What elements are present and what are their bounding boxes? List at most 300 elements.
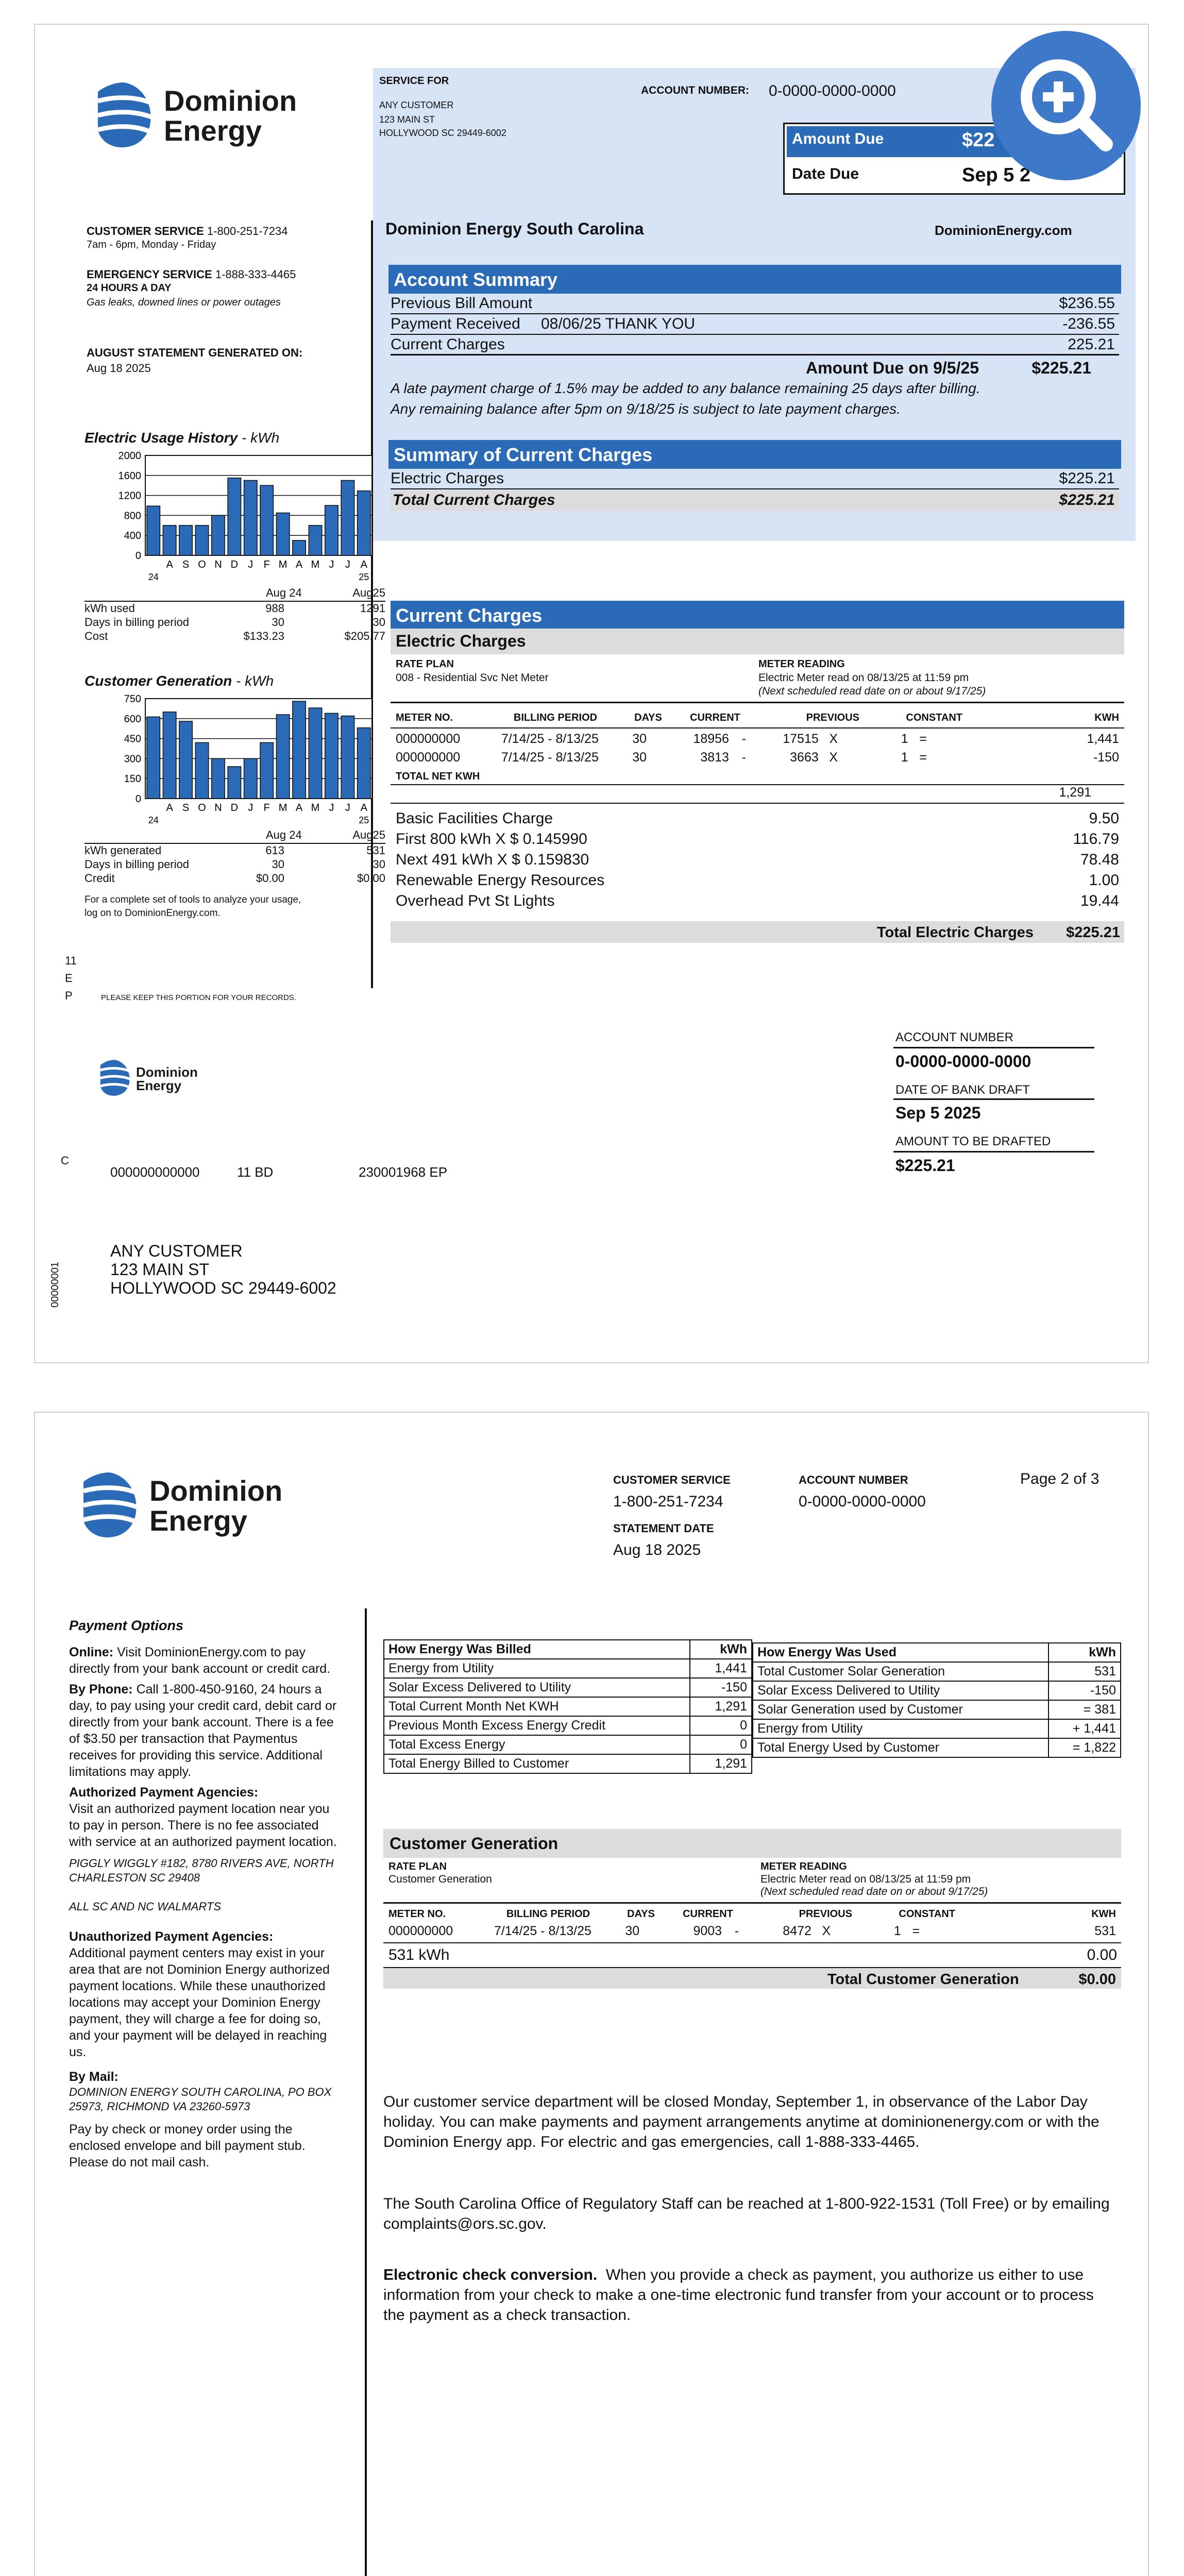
bar — [179, 721, 192, 799]
total-net-rule — [391, 784, 1124, 785]
summary-total-value: $225.21 — [1059, 492, 1115, 509]
x-tick-label: J — [329, 802, 334, 814]
usage-col2: Aug25 — [352, 586, 385, 599]
customer-service-phone: 1-800-251-7234 — [207, 225, 288, 238]
usage-row-label: kWh used — [84, 602, 135, 615]
summary-electric-label: Electric Charges — [391, 470, 504, 487]
cg-meter: 000000000 — [388, 1924, 453, 1938]
statement-date-label: STATEMENT DATE — [613, 1522, 714, 1535]
service-for-label: SERVICE FOR — [379, 75, 449, 87]
rate-plan-label: RATE PLAN — [396, 658, 454, 670]
emergency-label: EMERGENCY SERVICE — [87, 268, 212, 281]
y-tick-label: 450 — [124, 733, 141, 745]
bar — [325, 505, 338, 555]
stub-account-label: ACCOUNT NUMBER — [895, 1030, 1013, 1044]
usage-row-v1: 988 — [265, 602, 284, 615]
used-label: Solar Excess Delivered to Utility — [753, 1681, 1048, 1700]
charge-line-label: Renewable Energy Resources — [396, 872, 605, 889]
electric-charges-subtitle: Electric Charges — [391, 629, 1124, 654]
page2-account-value: 0-0000-0000-0000 — [799, 1493, 926, 1510]
used-value: 531 — [1048, 1662, 1121, 1681]
online-label: Online: — [69, 1645, 114, 1659]
col-kwh: KWH — [1094, 712, 1119, 723]
generation-row-v1: 613 — [265, 844, 284, 857]
y-tick-label: 1600 — [118, 470, 141, 482]
page2-account-label: ACCOUNT NUMBER — [799, 1473, 908, 1486]
brand-name-line2: Energy — [164, 114, 262, 147]
meter-cell-kwh: 1,441 — [1087, 732, 1120, 746]
mail-address-1: 123 MAIN ST — [110, 1260, 210, 1279]
cust-gen-title: Customer Generation — [383, 1829, 1121, 1858]
meter-cell-dash: - — [741, 750, 747, 765]
charge-line-label: Overhead Pvt St Lights — [396, 892, 555, 909]
stub-account-value: 0-0000-0000-0000 — [895, 1052, 1031, 1071]
bar — [212, 758, 225, 799]
y-tick-label: 0 — [135, 793, 141, 805]
page2-cs-phone: 1-800-251-7234 — [613, 1493, 723, 1510]
service-customer-name: ANY CUSTOMER — [379, 100, 454, 110]
cg-x: X — [822, 1924, 831, 1938]
stub-brand-line2: Energy — [136, 1078, 182, 1093]
cust-gen-row — [388, 1924, 1116, 1939]
used-label: Energy from Utility — [753, 1719, 1048, 1738]
payment-options-title: Payment Options — [69, 1618, 184, 1633]
cust-gen-header — [388, 1908, 1116, 1920]
x-start-label: 24 — [148, 815, 159, 825]
generation-row — [84, 872, 385, 886]
used-row — [753, 1719, 1121, 1738]
tools-note-2: log on to DominionEnergy.com. — [84, 908, 221, 919]
billed-label: Total Current Month Net KWH — [384, 1697, 690, 1716]
billed-value: 1,441 — [690, 1659, 752, 1678]
scan-line-c: 230001968 EP — [359, 1164, 448, 1180]
used-row — [753, 1700, 1121, 1719]
generation-row — [84, 844, 385, 858]
x-tick-label: O — [198, 559, 206, 570]
used-unit: kWh — [1048, 1643, 1121, 1662]
cg-current: 9003 — [693, 1924, 722, 1938]
current-charges-label: Current Charges — [391, 336, 505, 353]
x-tick-label: J — [248, 559, 253, 570]
energy-used-table — [752, 1642, 1121, 1758]
previous-bill-label: Previous Bill Amount — [391, 295, 533, 312]
zoom-in-icon — [991, 31, 1141, 180]
meter-table-header — [396, 712, 1119, 724]
y-tick-label: 400 — [124, 530, 141, 542]
billed-value: -150 — [690, 1678, 752, 1697]
generation-unit: - kWh — [236, 673, 274, 689]
meter-cell-days: 30 — [632, 750, 647, 765]
generation-row-v1: $0.00 — [256, 872, 284, 885]
used-row — [753, 1738, 1121, 1757]
phone-text: Call 1-800-450-9160, 24 hours a day, to pay using your credit card, debit card or directly from your bank account. There is a fee of $3.50 per transaction that Paymentus receives for providing this service. Additional limitations may apply. — [69, 1682, 337, 1779]
dominion-logo-icon — [96, 81, 153, 148]
generation-title: Customer Generation — [84, 673, 232, 689]
usage-row-v1: $133.23 — [243, 630, 284, 642]
scan-line-a: 000000000000 — [110, 1164, 200, 1180]
bar — [163, 526, 176, 555]
charge-line-label: First 800 kWh X $ 0.145990 — [396, 831, 587, 848]
page2-brand-line1: Dominion — [149, 1475, 283, 1507]
generation-row-label: Days in billing period — [84, 858, 189, 871]
generation-row-v2: 30 — [373, 858, 385, 871]
x-tick-label: N — [214, 802, 222, 814]
cust-gen-meter-label: METER READING — [760, 1861, 847, 1872]
billed-row — [384, 1716, 752, 1735]
customer-service-hours: 7am - 6pm, Monday - Friday — [87, 239, 216, 250]
summary-total-label: Total Current Charges — [393, 492, 555, 509]
page2-vertical-divider — [365, 1608, 367, 2576]
bar — [195, 742, 208, 799]
x-tick-label: J — [345, 559, 350, 570]
billed-unit: kWh — [690, 1640, 752, 1659]
usage-history-table — [84, 586, 385, 643]
amount-due-label: Amount Due — [792, 130, 884, 147]
cust-gen-top-rule — [383, 1902, 1121, 1904]
unauth-label: Unauthorized Payment Agencies: — [69, 1929, 274, 1944]
y-tick-label: 2000 — [118, 450, 141, 462]
used-label: Total Energy Used by Customer — [753, 1738, 1048, 1757]
cg-constant: 1 — [893, 1924, 901, 1938]
total-electric-row — [391, 921, 1124, 943]
stub-draft-rule — [893, 1098, 1094, 1100]
cg-dash: - — [734, 1924, 739, 1938]
cg-period: 7/14/25 - 8/13/25 — [494, 1924, 591, 1938]
used-title: How Energy Was Used — [753, 1643, 1048, 1662]
total-net-kwh-label: TOTAL NET KWH — [396, 771, 480, 782]
keep-portion-note: PLEASE KEEP THIS PORTION FOR YOUR RECORDS. — [101, 993, 296, 1002]
statement-generated-date: Aug 18 2025 — [87, 362, 151, 375]
statement-date: Aug 18 2025 — [613, 1541, 701, 1558]
x-tick-label: A — [360, 559, 367, 570]
billed-label: Total Excess Energy — [384, 1735, 690, 1754]
x-tick-label: M — [278, 559, 287, 570]
cust-gen-total-value: $0.00 — [1078, 1971, 1116, 1988]
bar — [309, 526, 322, 555]
bar — [228, 767, 241, 799]
cg-col-kwh: KWH — [1091, 1908, 1116, 1920]
col-current: CURRENT — [690, 712, 740, 723]
online-text: Visit DominionEnergy.com to pay directly from your bank account or credit card. — [69, 1645, 331, 1676]
cust-gen-rate-label: RATE PLAN — [388, 1861, 447, 1872]
stub-draft-label: DATE OF BANK DRAFT — [895, 1083, 1030, 1097]
billed-value: 1,291 — [690, 1754, 752, 1773]
bar — [195, 526, 208, 555]
scan-line-b: 11 BD — [237, 1164, 274, 1180]
x-tick-label: O — [198, 802, 206, 814]
date-due-value: Sep 5 2 — [962, 164, 1031, 186]
billed-value: 1,291 — [690, 1697, 752, 1716]
y-tick-label: 800 — [124, 510, 141, 522]
y-tick-label: 1200 — [118, 490, 141, 502]
account-number-value: 0-0000-0000-0000 — [769, 82, 896, 99]
generation-row-label: kWh generated — [84, 844, 162, 857]
page-number: Page 2 of 3 — [1020, 1470, 1100, 1487]
generation-row-v1: 30 — [272, 858, 284, 871]
bar — [260, 742, 273, 799]
margin-marker-p: P — [65, 989, 73, 1002]
echeck-label: Electronic check conversion. — [383, 2266, 598, 2283]
billed-label: Total Energy Billed to Customer — [384, 1754, 690, 1773]
bar — [179, 526, 192, 555]
bar — [163, 712, 176, 799]
y-tick-label: 150 — [124, 773, 141, 785]
cg-col-days: DAYS — [627, 1908, 655, 1920]
page2-logo-icon — [81, 1471, 138, 1538]
bar — [260, 485, 273, 555]
bar — [358, 728, 370, 799]
generation-row-label: Credit — [84, 872, 115, 885]
usage-row-v1: 30 — [272, 616, 284, 629]
generation-table — [84, 828, 385, 886]
used-row — [753, 1681, 1121, 1700]
col-meter-no: METER NO. — [396, 712, 453, 723]
date-due-label: Date Due — [792, 165, 859, 182]
statement-generated-label: AUGUST STATEMENT GENERATED ON: — [87, 346, 303, 359]
cg-days: 30 — [625, 1924, 640, 1938]
mail-address: DOMINION ENERGY SOUTH CAROLINA, PO BOX 25973, RICHMOND VA 23260-5973 — [69, 2086, 332, 2113]
meter-cell-previous: 17515 — [783, 732, 819, 746]
agencies-label: Authorized Payment Agencies: — [69, 1785, 259, 1800]
previous-bill-value: $236.55 — [1059, 295, 1115, 312]
mail-address-2: HOLLYWOOD SC 29449-6002 — [110, 1279, 336, 1297]
generation-col1: Aug 24 — [266, 828, 302, 841]
bar — [228, 478, 241, 555]
usage-row — [84, 602, 385, 616]
service-address-line1: 123 MAIN ST — [379, 114, 435, 125]
cg-col-meter: METER NO. — [388, 1908, 446, 1920]
stub-amount-value: $225.21 — [895, 1156, 955, 1175]
amount-due-total: $225.21 — [1031, 359, 1091, 377]
agency-location-1: PIGGLY WIGGLY #182, 8780 RIVERS AVE, NORTH CHARLESTON SC 29408 — [69, 1856, 334, 1884]
side-code: 00000001 — [49, 1262, 61, 1308]
charge-line — [396, 831, 1119, 851]
stub-account-rule — [893, 1047, 1094, 1048]
usage-row-label: Cost — [84, 630, 108, 642]
x-tick-label: M — [311, 559, 320, 570]
charges-top-rule — [391, 803, 1124, 804]
col-days: DAYS — [634, 712, 662, 723]
x-end-label: 25 — [359, 572, 369, 582]
meter-cell-kwh: -150 — [1093, 750, 1120, 765]
amount-due-value: $22 — [962, 129, 995, 151]
cust-gen-rate-value: Customer Generation — [388, 1873, 492, 1885]
emergency-hours: 24 HOURS A DAY — [87, 282, 172, 294]
x-tick-label: J — [345, 802, 350, 814]
generation-row-v2: $0.00 — [357, 872, 385, 885]
notice-holiday: Our customer service department will be closed Monday, September 1, in observance of the Labor Day holiday. You can make payments and payment arrangements anytime at dominionenergy.com or with the Dominion Energy app. For electric and gas emergencies, call 1-888-333-4465. — [383, 2093, 1100, 2150]
x-tick-label: F — [263, 802, 270, 814]
echeck-text: When you provide a check as payment, you authorize us either to use information from your check to make a one-time electronic fund transfer from your account or to process the payment as a check transaction. — [383, 2266, 1094, 2324]
cg-col-constant: CONSTANT — [899, 1908, 955, 1920]
generation-chart — [84, 693, 394, 827]
margin-marker-11: 11 — [65, 954, 77, 967]
billed-row — [384, 1678, 752, 1697]
billed-value: 0 — [690, 1716, 752, 1735]
customer-service-label: CUSTOMER SERVICE — [87, 225, 204, 238]
zoom-in-button[interactable] — [991, 31, 1141, 180]
cust-gen-row-rule — [383, 1942, 1121, 1943]
col-previous: PREVIOUS — [806, 712, 859, 723]
cust-gen-meter-value: Electric Meter read on 08/13/25 at 11:59 pm — [760, 1873, 971, 1885]
generation-col2: Aug25 — [352, 828, 385, 841]
notice-ors: The South Carolina Office of Regulatory Staff can be reached at 1-800-922-1531 (Toll Free) or by emailing complaints@ors.sc.gov. — [383, 2195, 1110, 2232]
cg-previous: 8472 — [783, 1924, 811, 1938]
billed-title: How Energy Was Billed — [384, 1640, 690, 1659]
meter-cell-x: X — [829, 750, 838, 765]
charge-line-label: Next 491 kWh X $ 0.159830 — [396, 851, 589, 868]
emergency-note: Gas leaks, downed lines or power outages — [87, 297, 281, 308]
x-tick-label: S — [182, 802, 190, 814]
mail-name: ANY CUSTOMER — [110, 1242, 243, 1260]
bar — [293, 540, 306, 555]
amount-due-date-label: Amount Due on 9/5/25 — [806, 359, 979, 377]
usage-history-title: Electric Usage History — [84, 430, 238, 446]
y-tick-label: 750 — [124, 693, 141, 705]
y-tick-label: 0 — [135, 550, 141, 562]
bar — [325, 713, 338, 799]
col-constant: CONSTANT — [906, 712, 962, 723]
bar — [147, 506, 160, 555]
page2-cs-label: CUSTOMER SERVICE — [613, 1473, 731, 1486]
usage-row-label: Days in billing period — [84, 616, 189, 629]
y-tick-label: 600 — [124, 713, 141, 725]
billed-label: Energy from Utility — [384, 1659, 690, 1678]
emergency-phone: 1-888-333-4465 — [215, 268, 296, 281]
unauth-text: Additional payment centers may exist in your area that are not Dominion Energy authorized payment locations. While these unauthorized locations may accept your Dominion Energy payment, they will charge a fee for doing so, and your payment will be delayed in reaching us. — [69, 1946, 330, 2060]
charge-line — [396, 851, 1119, 872]
usage-col1: Aug 24 — [266, 586, 302, 599]
generation-row — [84, 858, 385, 872]
charge-line — [396, 872, 1119, 892]
meter-cell-meter: 000000000 — [396, 750, 461, 765]
x-tick-label: F — [263, 559, 270, 570]
billed-value: 0 — [690, 1735, 752, 1754]
payment-label: Payment Received — [391, 315, 520, 332]
cg-eq: = — [912, 1924, 920, 1938]
meter-reading-next: (Next scheduled read date on or about 9/17/25) — [758, 685, 986, 697]
website: DominionEnergy.com — [935, 223, 1072, 238]
current-charges-value: 225.21 — [1068, 336, 1115, 353]
usage-row — [84, 616, 385, 630]
charge-line-value: 116.79 — [1073, 831, 1119, 848]
meter-cell-previous: 3663 — [790, 750, 819, 765]
bar — [276, 715, 289, 799]
x-tick-label: A — [166, 559, 173, 570]
generation-row-v2: 531 — [366, 844, 385, 857]
payment-date: 08/06/25 THANK YOU — [541, 315, 696, 332]
meter-reading-label: METER READING — [758, 658, 845, 670]
x-tick-label: M — [311, 802, 320, 814]
bar — [147, 717, 160, 799]
cust-gen-total-label: Total Customer Generation — [827, 1971, 1019, 1988]
meter-row — [396, 732, 1119, 747]
total-electric-label: Total Electric Charges — [877, 924, 1034, 941]
stub-amount-rule — [893, 1151, 1094, 1153]
bar — [244, 758, 257, 799]
x-tick-label: D — [230, 802, 239, 814]
agency-location-2: ALL SC AND NC WALMARTS — [69, 1900, 222, 1913]
bar — [293, 701, 306, 799]
meter-reading-value: Electric Meter read on 08/13/25 at 11:59 pm — [758, 672, 969, 684]
meter-cell-eq: = — [919, 750, 927, 765]
used-value: + 1,441 — [1048, 1719, 1121, 1738]
late-note-2: Any remaining balance after 5pm on 9/18/25 is subject to late payment charges. — [391, 401, 901, 417]
usage-history-chart — [84, 450, 394, 584]
payment-value: -236.55 — [1062, 315, 1115, 332]
cust-gen-total-row — [383, 1967, 1121, 1989]
charge-line-value: 19.44 — [1080, 892, 1119, 909]
bar — [341, 481, 354, 556]
energy-billed-table — [383, 1639, 752, 1774]
cg-kwh: 531 — [1094, 1924, 1116, 1938]
meter-cell-constant: 1 — [901, 750, 908, 765]
x-end-label: 25 — [359, 815, 369, 825]
stub-marker-c: C — [61, 1154, 69, 1167]
mail-label: By Mail: — [69, 2070, 119, 2084]
usage-row-v2: $205.77 — [344, 630, 385, 642]
meter-table-top-rule — [391, 702, 1124, 703]
meter-header-rule — [391, 727, 1124, 728]
billed-row — [384, 1659, 752, 1678]
meter-cell-x: X — [829, 732, 838, 746]
stub-brand-line1: Dominion — [136, 1064, 198, 1080]
meter-cell-days: 30 — [632, 732, 647, 746]
cust-gen-meter-next: (Next scheduled read date on or about 9/17/25) — [760, 1886, 988, 1897]
margin-marker-e: E — [65, 972, 73, 985]
billed-label: Solar Excess Delivered to Utility — [384, 1678, 690, 1697]
bill-page-2 — [34, 1412, 1149, 2576]
x-tick-label: J — [329, 559, 334, 570]
agencies-text: Visit an authorized payment location near you to pay in person. There is no fee associated with service at an authorized payment location. — [69, 1801, 337, 1849]
total-net-kwh-value: 1,291 — [1059, 785, 1091, 800]
charge-line — [396, 810, 1119, 831]
company-name: Dominion Energy South Carolina — [385, 219, 644, 238]
used-value: -150 — [1048, 1681, 1121, 1700]
cust-gen-kwh-label: 531 kWh — [388, 1946, 450, 1963]
y-tick-label: 300 — [124, 753, 141, 765]
bar — [212, 515, 225, 555]
charge-line-label: Basic Facilities Charge — [396, 810, 553, 827]
x-tick-label: N — [214, 559, 222, 570]
charge-line-value: 1.00 — [1089, 872, 1119, 889]
meter-cell-constant: 1 — [901, 732, 908, 746]
cg-col-current: CURRENT — [683, 1908, 733, 1920]
used-label: Total Customer Solar Generation — [753, 1662, 1048, 1681]
x-tick-label: D — [230, 559, 239, 570]
meter-cell-eq: = — [919, 732, 927, 746]
meter-cell-meter: 000000000 — [396, 732, 461, 746]
rate-plan-value: 008 - Residential Svc Net Meter — [396, 672, 549, 684]
bar — [276, 513, 289, 555]
x-tick-label: M — [278, 802, 287, 814]
x-tick-label: A — [360, 802, 367, 814]
x-tick-label: A — [295, 559, 303, 570]
meter-cell-current: 18956 — [693, 732, 729, 746]
bill-page-1 — [34, 24, 1149, 1363]
account-summary-title: Account Summary — [388, 265, 1121, 294]
billed-label: Previous Month Excess Energy Credit — [384, 1716, 690, 1735]
x-tick-label: S — [182, 559, 190, 570]
stub-amount-label: AMOUNT TO BE DRAFTED — [895, 1134, 1051, 1148]
usage-row-v2: 1291 — [360, 602, 385, 615]
meter-cell-period: 7/14/25 - 8/13/25 — [501, 750, 599, 765]
usage-row-v2: 30 — [373, 616, 385, 629]
used-value: = 1,822 — [1048, 1738, 1121, 1757]
summary-electric-value: $225.21 — [1059, 470, 1115, 487]
x-tick-label: A — [166, 802, 173, 814]
total-electric-value: $225.21 — [1066, 924, 1120, 941]
